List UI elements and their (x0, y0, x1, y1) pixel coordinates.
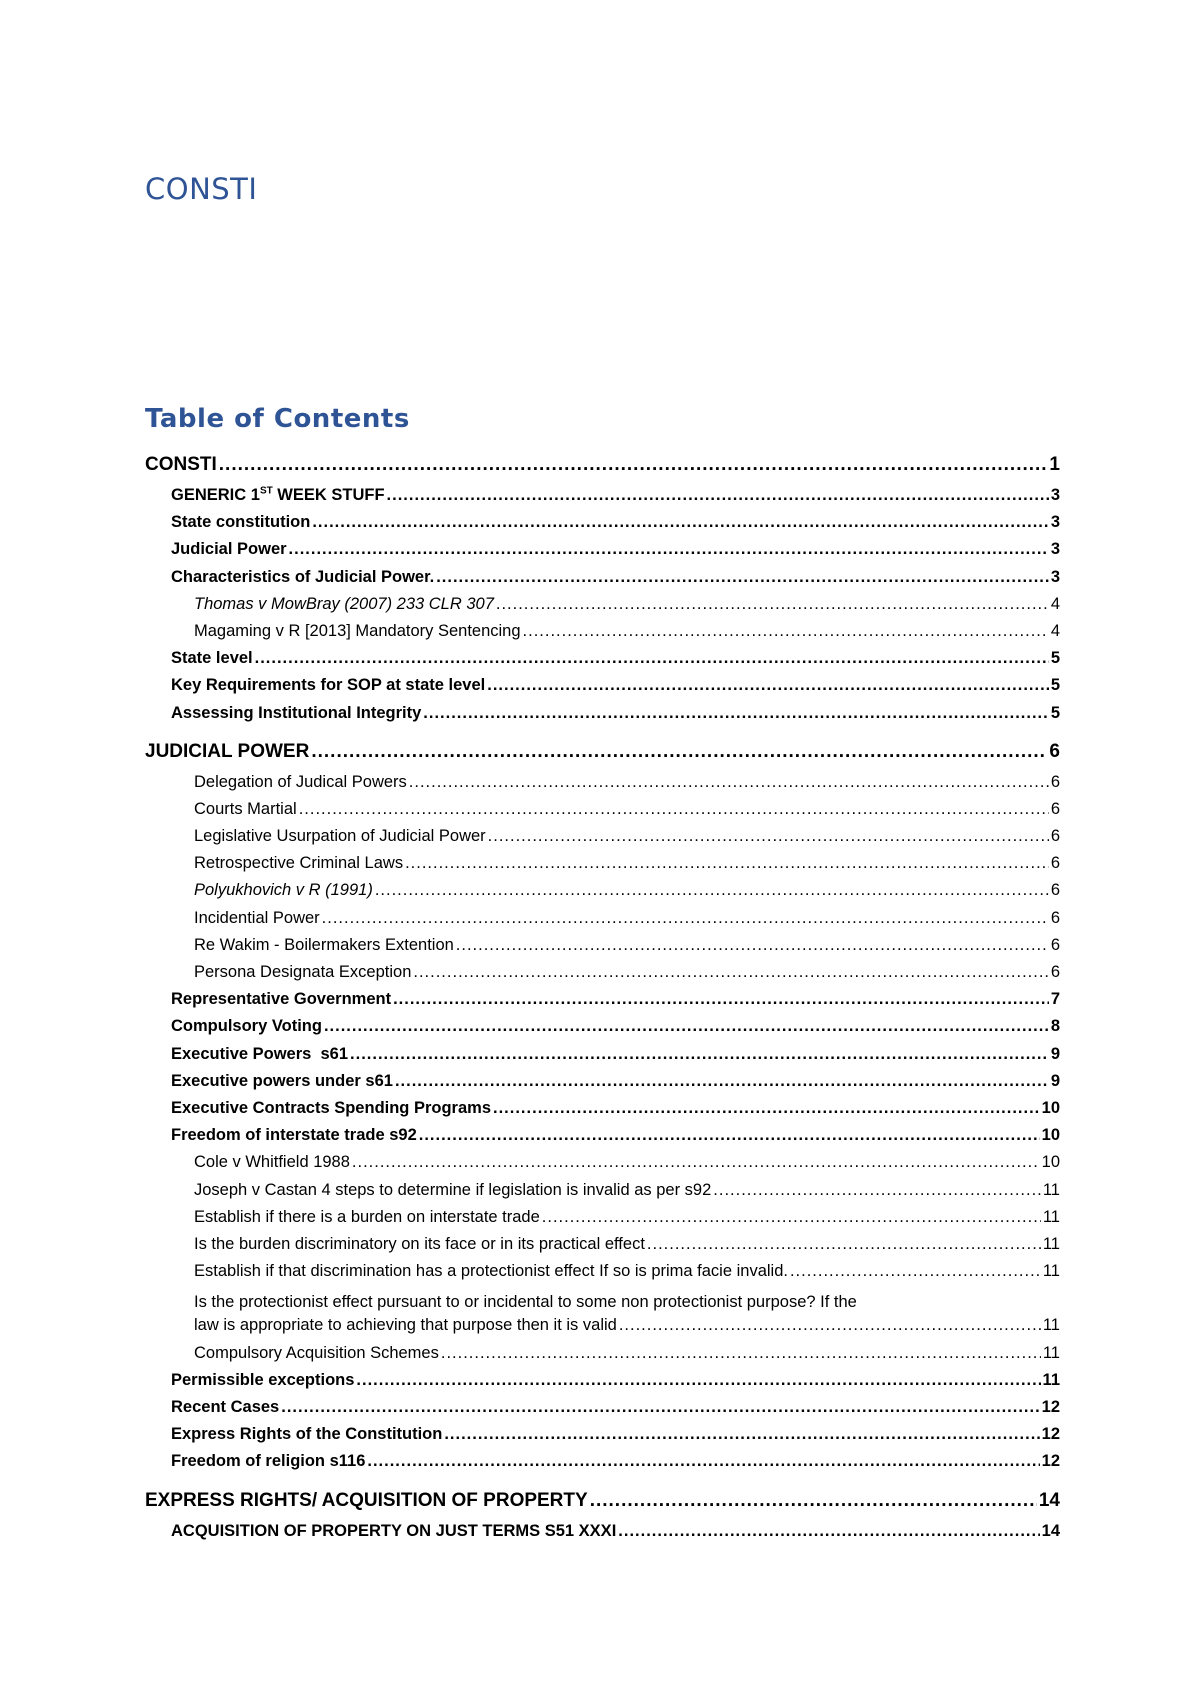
toc-entry-label: Judicial Power (171, 540, 287, 559)
toc-leader-dots (542, 1208, 1041, 1227)
toc-entry-page: 12 (1041, 1425, 1060, 1444)
toc-entry-page: 6 (1050, 908, 1060, 927)
toc-entry-page: 4 (1050, 594, 1060, 613)
toc-entry[interactable] (145, 486, 1060, 513)
toc-leader-dots (350, 1045, 1049, 1064)
toc-entry-label: Incidential Power (194, 908, 320, 927)
toc-entry[interactable] (145, 454, 1060, 486)
toc-entry-label: Legislative Usurpation of Judicial Power (194, 827, 486, 846)
toc-entry-label: Establish if that discrimination has a protectionist effect If so is prima facie invalid. (194, 1262, 788, 1281)
toc-entry-page: 1 (1049, 454, 1060, 475)
table-of-contents (145, 454, 1060, 1549)
toc-leader-dots (367, 1452, 1039, 1471)
toc-leader-dots (322, 909, 1049, 928)
toc-entry-page: 14 (1038, 1489, 1060, 1511)
toc-entry[interactable] (145, 1017, 1060, 1044)
toc-entry[interactable] (145, 1126, 1060, 1153)
toc-leader-dots (387, 486, 1049, 505)
toc-leader-dots (488, 827, 1049, 846)
toc-leader-dots (423, 704, 1049, 723)
toc-leader-dots (590, 1490, 1037, 1512)
toc-entry-label: GENERIC 1ST WEEK STUFF (171, 485, 385, 504)
toc-entry-page: 11 (1042, 1180, 1060, 1199)
toc-leader-dots (496, 595, 1049, 614)
toc-entry-label: Is the protectionist effect pursuant to or incidental to some non protectionist purpose? If the (194, 1293, 857, 1312)
toc-entry-label: Is the burden discriminatory on its face or in its practical effect (194, 1234, 645, 1253)
toc-leader-dots (289, 540, 1049, 559)
toc-entry-page: 9 (1050, 1071, 1060, 1090)
toc-entry-label: Recent Cases (171, 1398, 280, 1416)
toc-entry-page: 6 (1050, 881, 1060, 900)
toc-entry[interactable] (145, 1522, 1060, 1549)
toc-leader-dots (356, 1371, 1040, 1390)
toc-entry-page: 5 (1050, 703, 1060, 722)
toc-leader-dots (487, 676, 1049, 695)
toc-entry-label: ACQUISITION OF PROPERTY ON JUST TERMS S51 XXXI (171, 1521, 617, 1540)
toc-entry[interactable] (145, 1398, 1060, 1425)
toc-entry[interactable] (145, 854, 1060, 881)
toc-leader-dots (523, 622, 1049, 641)
toc-leader-dots (312, 513, 1048, 532)
toc-entry-label: Permissible exceptions (171, 1370, 355, 1389)
toc-entry-label: State level (171, 649, 253, 668)
toc-leader-dots (441, 1344, 1041, 1363)
toc-entry-page: 6 (1050, 935, 1060, 954)
toc-entry[interactable] (145, 1262, 1060, 1289)
toc-entry-page: 3 (1050, 540, 1060, 559)
toc-leader-dots (393, 990, 1049, 1009)
toc-entry-label: law is appropriate to achieving that purpose then it is valid (194, 1316, 617, 1335)
toc-entry[interactable] (145, 540, 1060, 567)
toc-entry-label: Executive Contracts Spending Programs (171, 1098, 492, 1117)
toc-entry[interactable] (145, 1153, 1060, 1180)
toc-leader-dots (493, 1099, 1040, 1118)
toc-entry[interactable] (145, 800, 1060, 827)
toc-entry-label: Executive powers under s61 (171, 1071, 393, 1090)
toc-entry[interactable] (145, 676, 1060, 703)
toc-entry[interactable] (145, 1490, 1060, 1522)
toc-leader-dots (255, 649, 1049, 668)
toc-entry-page: 12 (1041, 1398, 1060, 1416)
toc-entry-page: 6 (1050, 772, 1060, 791)
toc-leader-dots (405, 854, 1049, 873)
toc-heading: Table of Contents (145, 404, 410, 434)
toc-leader-dots (436, 568, 1049, 587)
toc-entry-page: 10 (1041, 1153, 1060, 1172)
toc-entry-page: 11 (1042, 1370, 1060, 1389)
toc-entry-page: 3 (1050, 486, 1060, 504)
toc-entry-page: 6 (1050, 854, 1060, 873)
toc-leader-dots (352, 1153, 1040, 1172)
toc-leader-dots (375, 881, 1049, 900)
toc-entry-label: Compulsory Voting (171, 1017, 322, 1036)
toc-leader-dots (409, 773, 1049, 792)
toc-leader-dots (299, 800, 1049, 819)
toc-entry-page: 11 (1042, 1262, 1060, 1281)
toc-entry[interactable] (145, 1452, 1060, 1479)
toc-entry-label: Thomas v MowBray (2007) 233 CLR 307 (194, 594, 494, 613)
toc-leader-dots (618, 1522, 1039, 1541)
toc-entry-page: 14 (1041, 1521, 1060, 1540)
toc-entry-page: 3 (1050, 567, 1060, 586)
toc-entry-page: 12 (1041, 1452, 1060, 1471)
document-title: CONSTI (145, 172, 258, 206)
toc-entry[interactable] (145, 1045, 1060, 1072)
toc-entry-label: Retrospective Criminal Laws (194, 854, 404, 873)
toc-entry[interactable] (145, 936, 1060, 963)
toc-entry-label: Key Requirements for SOP at state level (171, 676, 486, 695)
toc-entry-label: Joseph v Castan 4 steps to determine if legislation is invalid as per s92 (194, 1180, 712, 1199)
toc-leader-dots (311, 741, 1047, 763)
toc-entry-label: JUDICIAL POWER (145, 740, 310, 762)
toc-entry-label: Courts Martial (194, 799, 297, 818)
toc-entry-label: Delegation of Judical Powers (194, 772, 407, 791)
toc-entry[interactable] (145, 1289, 1060, 1343)
toc-entry-page: 6 (1050, 799, 1060, 818)
toc-entry[interactable] (145, 568, 1060, 595)
toc-entry[interactable] (145, 963, 1060, 990)
toc-entry[interactable] (145, 513, 1060, 540)
toc-leader-dots (419, 1126, 1040, 1145)
toc-entry[interactable] (145, 1344, 1060, 1371)
toc-entry-page: 6 (1050, 963, 1060, 981)
toc-entry-page: 11 (1042, 1343, 1060, 1362)
toc-entry[interactable] (145, 741, 1060, 773)
toc-entry[interactable] (145, 1099, 1060, 1126)
toc-entry[interactable] (145, 595, 1060, 622)
toc-leader-dots (395, 1072, 1049, 1091)
toc-entry-label: Magaming v R [2013] Mandatory Sentencing (194, 621, 521, 640)
toc-entry[interactable] (145, 649, 1060, 676)
toc-leader-dots (219, 454, 1048, 476)
toc-entry-page: 11 (1042, 1234, 1060, 1253)
toc-entry-label: Re Wakim - Boilermakers Extention (194, 935, 454, 954)
toc-entry-label: Express Rights of the Constitution (171, 1425, 443, 1444)
toc-entry-page: 10 (1041, 1126, 1060, 1145)
toc-entry-page: 11 (1042, 1316, 1060, 1335)
toc-leader-dots (619, 1316, 1041, 1335)
toc-entry-page: 11 (1042, 1207, 1060, 1226)
toc-entry-page: 6 (1049, 740, 1060, 762)
toc-entry-label: State constitution (171, 513, 311, 532)
toc-entry-page: 9 (1050, 1044, 1060, 1063)
toc-entry-label: Persona Designata Exception (194, 963, 412, 981)
toc-entry[interactable] (145, 704, 1060, 731)
toc-entry-page: 7 (1050, 990, 1060, 1009)
toc-entry[interactable] (145, 827, 1060, 854)
toc-entry-page: 4 (1050, 621, 1060, 640)
toc-leader-dots (444, 1425, 1039, 1444)
toc-leader-dots (413, 963, 1048, 982)
toc-entry-label: Freedom of religion s116 (171, 1452, 366, 1471)
toc-entry-label: Establish if there is a burden on interstate trade (194, 1207, 540, 1226)
toc-entry[interactable] (145, 1371, 1060, 1398)
toc-entry-page: 3 (1050, 513, 1060, 532)
toc-entry-label: Compulsory Acquisition Schemes (194, 1343, 439, 1362)
toc-entry[interactable] (145, 909, 1060, 936)
toc-entry-label: Freedom of interstate trade s92 (171, 1126, 417, 1145)
toc-entry-page: 10 (1041, 1098, 1060, 1117)
toc-leader-dots (647, 1235, 1041, 1254)
toc-entry-label: Representative Government (171, 990, 392, 1009)
toc-entry[interactable] (145, 990, 1060, 1017)
toc-entry[interactable] (145, 1181, 1060, 1208)
toc-leader-dots (324, 1017, 1049, 1036)
toc-entry-label: EXPRESS RIGHTS/ ACQUISITION OF PROPERTY (145, 1489, 588, 1511)
toc-entry[interactable] (145, 1425, 1060, 1452)
toc-leader-dots (790, 1262, 1041, 1281)
toc-entry-label: Characteristics of Judicial Power. (171, 567, 435, 586)
toc-entry[interactable] (145, 881, 1060, 908)
toc-entry-page: 5 (1050, 649, 1060, 668)
toc-entry-page: 5 (1050, 676, 1060, 695)
toc-entry[interactable] (145, 622, 1060, 649)
toc-leader-dots (456, 936, 1049, 955)
toc-entry-label: Cole v Whitfield 1988 (194, 1153, 350, 1172)
toc-entry[interactable] (145, 1235, 1060, 1262)
toc-entry-page: 8 (1050, 1017, 1060, 1036)
toc-entry-label: CONSTI (145, 454, 217, 475)
toc-entry-label: Polyukhovich v R (1991) (194, 881, 373, 900)
toc-entry[interactable] (145, 773, 1060, 800)
toc-entry-label: Assessing Institutional Integrity (171, 703, 422, 722)
toc-entry[interactable] (145, 1208, 1060, 1235)
toc-leader-dots (281, 1398, 1039, 1417)
toc-entry-page: 6 (1050, 827, 1060, 846)
toc-entry-label: Executive Powers s61 (171, 1044, 349, 1063)
toc-entry[interactable] (145, 1072, 1060, 1099)
toc-leader-dots (713, 1181, 1041, 1200)
